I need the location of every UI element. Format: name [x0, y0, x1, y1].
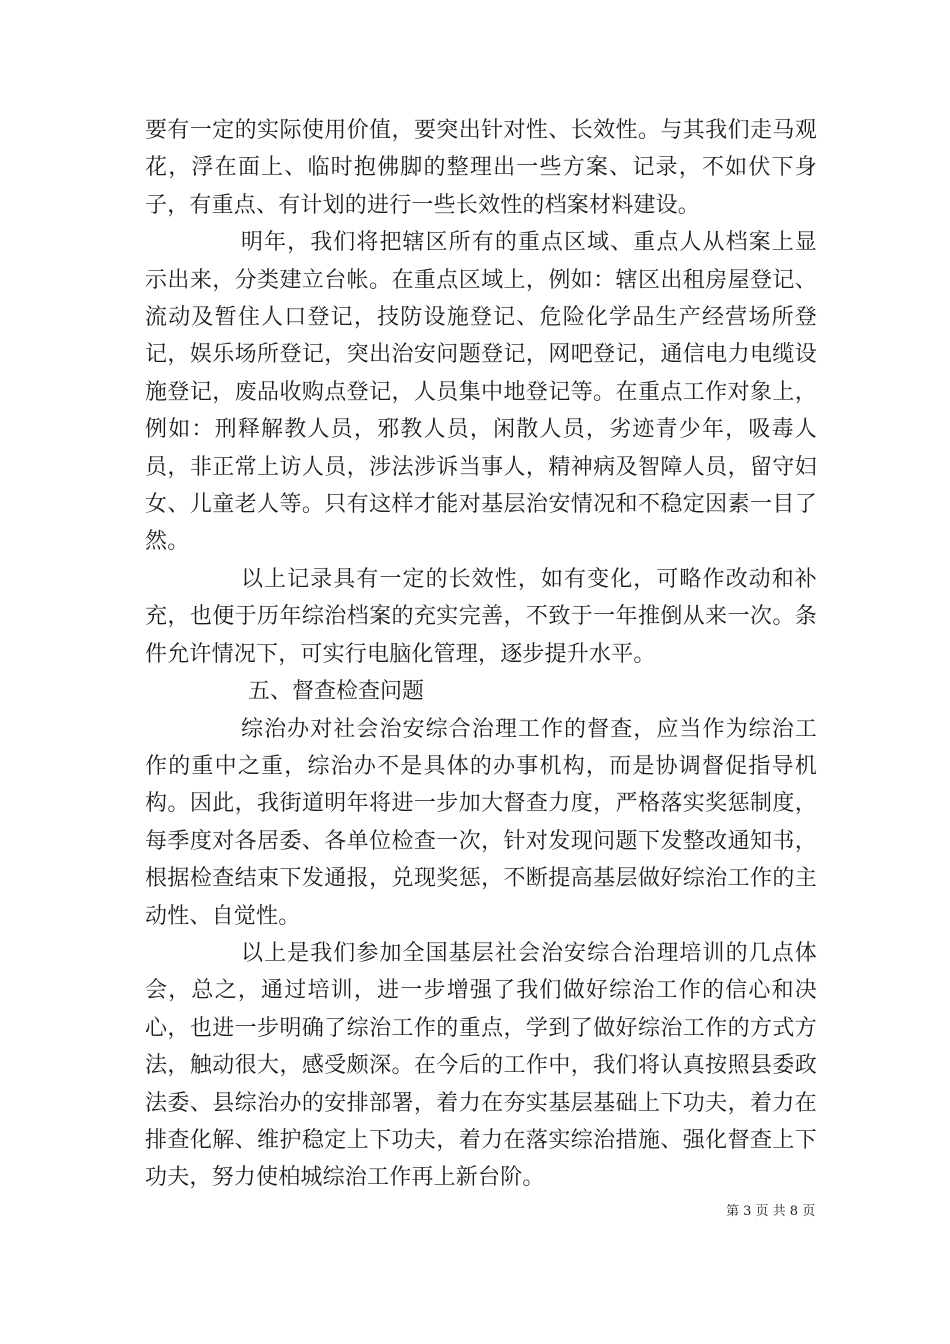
page-number-footer: 第 3 页 共 8 页 [726, 1204, 816, 1219]
paragraph-continuation: 要有一定的实际使用价值，要突出针对性、长效性。与其我们走马观花，浮在面上、临时抱佛脚的整理出一些方案、记录，不如伏下身子，有重点、有计划的进行一些长效性的档案材料建设。 [145, 118, 817, 218]
section-heading: 五、督查检查问题 [248, 679, 425, 705]
paragraph-key-areas: 明年，我们将把辖区所有的重点区域、重点人从档案上显示出来，分类建立台帐。在重点区域上，例如：辖区出租房屋登记、流动及暂住人口登记，技防设施登记、危险化学品生产经营场所登记，娱乐场所登记，突出治安问题登记，网吧登记，通信电力电缆设施登记，废品收购点登记，人员集中地登记等。在重点工作对象上，例如：刑释解教人员，邪教人员，闲散人员，劣迹青少年，吸毒人员，非正常上访人员，涉法涉诉当事人，精神病及智障人员，留守妇女、儿童老人等。只有这样才能对基层治安情况和不稳定因素一目了然。 [145, 230, 817, 555]
paragraph-supervision: 综治办对社会治安综合治理工作的督查，应当作为综治工作的重中之重，综治办不是具体的办事机构，而是协调督促指导机构。因此，我街道明年将进一步加大督查力度，严格落实奖惩制度，每季度对各居委、各单位检查一次，针对发现问题下发整改通知书，根据检查结束下发通报，兑现奖惩，不断提高基层做好综治工作的主动性、自觉性。 [145, 716, 817, 929]
paragraph-conclusion: 以上是我们参加全国基层社会治安综合治理培训的几点体会，总之，通过培训，进一步增强了我们做好综治工作的信心和决心，也进一步明确了综治工作的重点，学到了做好综治工作的方式方法，触动很大，感受颇深。在今后的工作中，我们将认真按照县委政法委、县综治办的安排部署，着力在夯实基层基础上下功夫，着力在排查化解、维护稳定上下功夫，着力在落实综治措施、强化督查上下功夫，努力使柏城综治工作再上新台阶。 [145, 940, 817, 1191]
document-body [145, 112, 817, 1197]
paragraph-records-longevity: 以上记录具有一定的长效性，如有变化，可略作改动和补充，也便于历年综治档案的充实完善，不致于一年推倒从来一次。条件允许情况下，可实行电脑化管理，逐步提升水平。 [145, 566, 817, 667]
